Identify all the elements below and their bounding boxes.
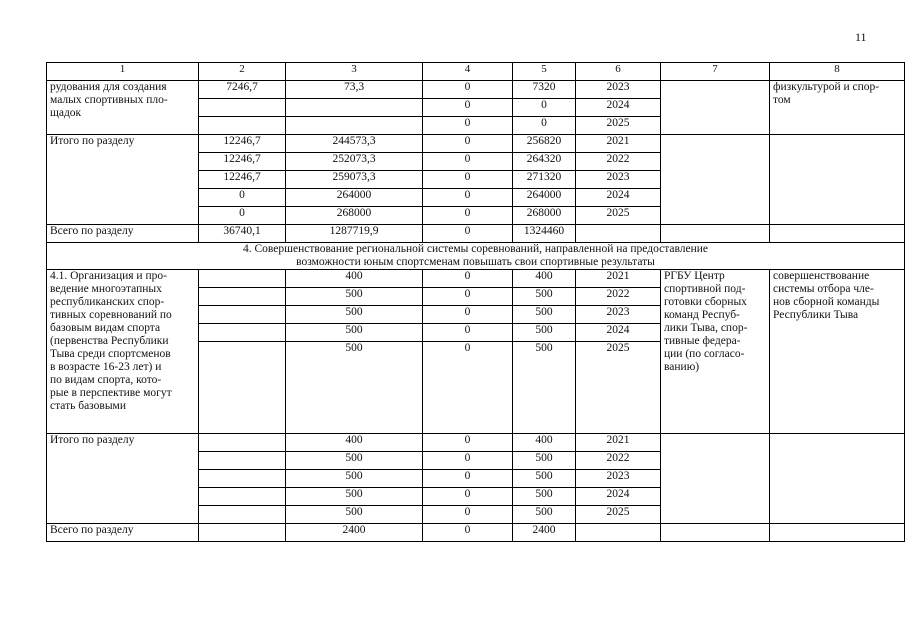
table-cell bbox=[286, 117, 423, 135]
section-title: 4. Совершенствование региональной системы соревнований, направленной на предоставление возможности юным спортсменам повышать свои спортивные результаты bbox=[47, 243, 905, 270]
table-cell: 268000 bbox=[513, 207, 576, 225]
section-heading-row bbox=[47, 243, 905, 270]
total-label: Всего по разделу bbox=[47, 225, 199, 243]
measure-name-cell: 4.1. Организация и про- ведение многоэтапных республиканских спор- тивных соревнований по базовым видам спорта (первенства Республики Тыва среди спортсменов в возрасте 16-23 лет) и по видам спорта, кото- рые в перспективе могут стать базовыми bbox=[47, 270, 199, 434]
table-cell: 0 bbox=[423, 342, 513, 434]
table-cell: 500 bbox=[513, 288, 576, 306]
table-cell: 0 bbox=[513, 99, 576, 117]
result-cell bbox=[770, 434, 905, 524]
table-cell: 0 bbox=[423, 189, 513, 207]
table-cell: 500 bbox=[286, 288, 423, 306]
table-cell: 0 bbox=[513, 117, 576, 135]
table-cell: 0 bbox=[423, 99, 513, 117]
year-cell: 2021 bbox=[576, 434, 661, 452]
column-number: 1 bbox=[47, 63, 199, 81]
page-number: 11 bbox=[855, 30, 867, 44]
table-cell: 7320 bbox=[513, 81, 576, 99]
table-cell: 0 bbox=[423, 488, 513, 506]
result-cell: совершенствование системы отбора чле- нов сборной команды Республики Тыва bbox=[770, 270, 905, 434]
table-cell: 264000 bbox=[513, 189, 576, 207]
table-cell: 1324460 bbox=[513, 225, 576, 243]
table-row bbox=[47, 81, 905, 99]
table-cell: 0 bbox=[423, 207, 513, 225]
column-number: 5 bbox=[513, 63, 576, 81]
subtotal-label: Итого по разделу bbox=[47, 135, 199, 225]
year-cell: 2023 bbox=[576, 306, 661, 324]
table-cell: 264000 bbox=[286, 189, 423, 207]
table-cell: 400 bbox=[513, 434, 576, 452]
table-cell: 73,3 bbox=[286, 81, 423, 99]
responsible-cell: РГБУ Центр спортивной под- готовки сборных команд Респуб- лики Тыва, спор- тивные федера- ции (по согласо- ванию) bbox=[661, 270, 770, 434]
column-number: 6 bbox=[576, 63, 661, 81]
table-cell: 256820 bbox=[513, 135, 576, 153]
table-cell: 0 bbox=[423, 270, 513, 288]
table-cell: 0 bbox=[423, 153, 513, 171]
table-cell: 252073,3 bbox=[286, 153, 423, 171]
year-cell: 2025 bbox=[576, 506, 661, 524]
table-cell: 0 bbox=[423, 452, 513, 470]
table-cell bbox=[770, 524, 905, 542]
table-row bbox=[47, 135, 905, 153]
column-number-row bbox=[47, 63, 905, 81]
table-cell: 500 bbox=[286, 324, 423, 342]
table-cell: 500 bbox=[286, 452, 423, 470]
table-cell bbox=[199, 470, 286, 488]
table-cell: 1287719,9 bbox=[286, 225, 423, 243]
table-cell bbox=[661, 524, 770, 542]
year-cell: 2025 bbox=[576, 342, 661, 434]
table-cell: 0 bbox=[423, 288, 513, 306]
table-cell: 0 bbox=[423, 524, 513, 542]
table-row bbox=[47, 270, 905, 288]
table-cell: 0 bbox=[423, 506, 513, 524]
table-cell: 36740,1 bbox=[199, 225, 286, 243]
measure-name-cell: рудования для создания малых спортивных пло- щадок bbox=[47, 81, 199, 135]
table-cell bbox=[199, 306, 286, 324]
table-cell: 0 bbox=[199, 189, 286, 207]
year-cell: 2023 bbox=[576, 81, 661, 99]
table-cell: 0 bbox=[423, 225, 513, 243]
responsible-cell bbox=[661, 135, 770, 225]
table-cell bbox=[199, 117, 286, 135]
table-cell: 244573,3 bbox=[286, 135, 423, 153]
table-cell bbox=[576, 225, 661, 243]
table-cell: 264320 bbox=[513, 153, 576, 171]
year-cell: 2024 bbox=[576, 99, 661, 117]
table-cell: 400 bbox=[286, 270, 423, 288]
table-cell: 0 bbox=[199, 207, 286, 225]
year-cell: 2022 bbox=[576, 452, 661, 470]
table-cell: 7246,7 bbox=[199, 81, 286, 99]
year-cell: 2021 bbox=[576, 135, 661, 153]
table-cell bbox=[661, 225, 770, 243]
table-cell: 0 bbox=[423, 434, 513, 452]
subtotal-label: Итого по разделу bbox=[47, 434, 199, 524]
result-cell: физкультурой и спор- том bbox=[770, 81, 905, 135]
total-label: Всего по разделу bbox=[47, 524, 199, 542]
program-table bbox=[46, 62, 905, 542]
year-cell: 2025 bbox=[576, 117, 661, 135]
table-cell: 500 bbox=[286, 488, 423, 506]
table-cell: 259073,3 bbox=[286, 171, 423, 189]
year-cell: 2023 bbox=[576, 171, 661, 189]
column-number: 3 bbox=[286, 63, 423, 81]
table-cell: 500 bbox=[513, 488, 576, 506]
table-cell bbox=[770, 225, 905, 243]
table-cell bbox=[576, 524, 661, 542]
table-cell: 0 bbox=[423, 117, 513, 135]
table-cell: 271320 bbox=[513, 171, 576, 189]
table-cell: 500 bbox=[286, 342, 423, 434]
table-cell: 400 bbox=[513, 270, 576, 288]
table-cell: 500 bbox=[513, 342, 576, 434]
table-cell: 500 bbox=[286, 470, 423, 488]
table-cell: 500 bbox=[513, 506, 576, 524]
year-cell: 2021 bbox=[576, 270, 661, 288]
responsible-cell bbox=[661, 81, 770, 135]
table-cell bbox=[199, 488, 286, 506]
table-cell: 0 bbox=[423, 171, 513, 189]
total-row bbox=[47, 225, 905, 243]
column-number: 8 bbox=[770, 63, 905, 81]
table-cell: 12246,7 bbox=[199, 153, 286, 171]
table-cell bbox=[199, 434, 286, 452]
year-cell: 2022 bbox=[576, 288, 661, 306]
table-row bbox=[47, 434, 905, 452]
table-cell: 2400 bbox=[513, 524, 576, 542]
column-number: 2 bbox=[199, 63, 286, 81]
year-cell: 2024 bbox=[576, 488, 661, 506]
table-cell bbox=[199, 270, 286, 288]
column-number: 4 bbox=[423, 63, 513, 81]
table-cell: 0 bbox=[423, 135, 513, 153]
year-cell: 2024 bbox=[576, 189, 661, 207]
table-cell bbox=[199, 524, 286, 542]
table-cell: 12246,7 bbox=[199, 171, 286, 189]
table-cell bbox=[199, 288, 286, 306]
table-cell: 0 bbox=[423, 470, 513, 488]
table-cell bbox=[199, 99, 286, 117]
table-cell: 500 bbox=[513, 306, 576, 324]
table-cell bbox=[199, 324, 286, 342]
year-cell: 2024 bbox=[576, 324, 661, 342]
year-cell: 2023 bbox=[576, 470, 661, 488]
table-cell: 500 bbox=[513, 324, 576, 342]
table-cell: 268000 bbox=[286, 207, 423, 225]
table-cell: 12246,7 bbox=[199, 135, 286, 153]
table-cell bbox=[199, 452, 286, 470]
table-cell bbox=[199, 506, 286, 524]
table-cell bbox=[199, 342, 286, 434]
responsible-cell bbox=[661, 434, 770, 524]
year-cell: 2022 bbox=[576, 153, 661, 171]
table-cell: 500 bbox=[286, 506, 423, 524]
year-cell: 2025 bbox=[576, 207, 661, 225]
table-cell: 0 bbox=[423, 306, 513, 324]
column-number: 7 bbox=[661, 63, 770, 81]
table-cell: 400 bbox=[286, 434, 423, 452]
result-cell bbox=[770, 135, 905, 225]
table-cell: 500 bbox=[513, 452, 576, 470]
table-cell bbox=[286, 99, 423, 117]
total-row bbox=[47, 524, 905, 542]
table-cell: 500 bbox=[513, 470, 576, 488]
table-cell: 0 bbox=[423, 324, 513, 342]
table-cell: 2400 bbox=[286, 524, 423, 542]
table-cell: 0 bbox=[423, 81, 513, 99]
table-cell: 500 bbox=[286, 306, 423, 324]
